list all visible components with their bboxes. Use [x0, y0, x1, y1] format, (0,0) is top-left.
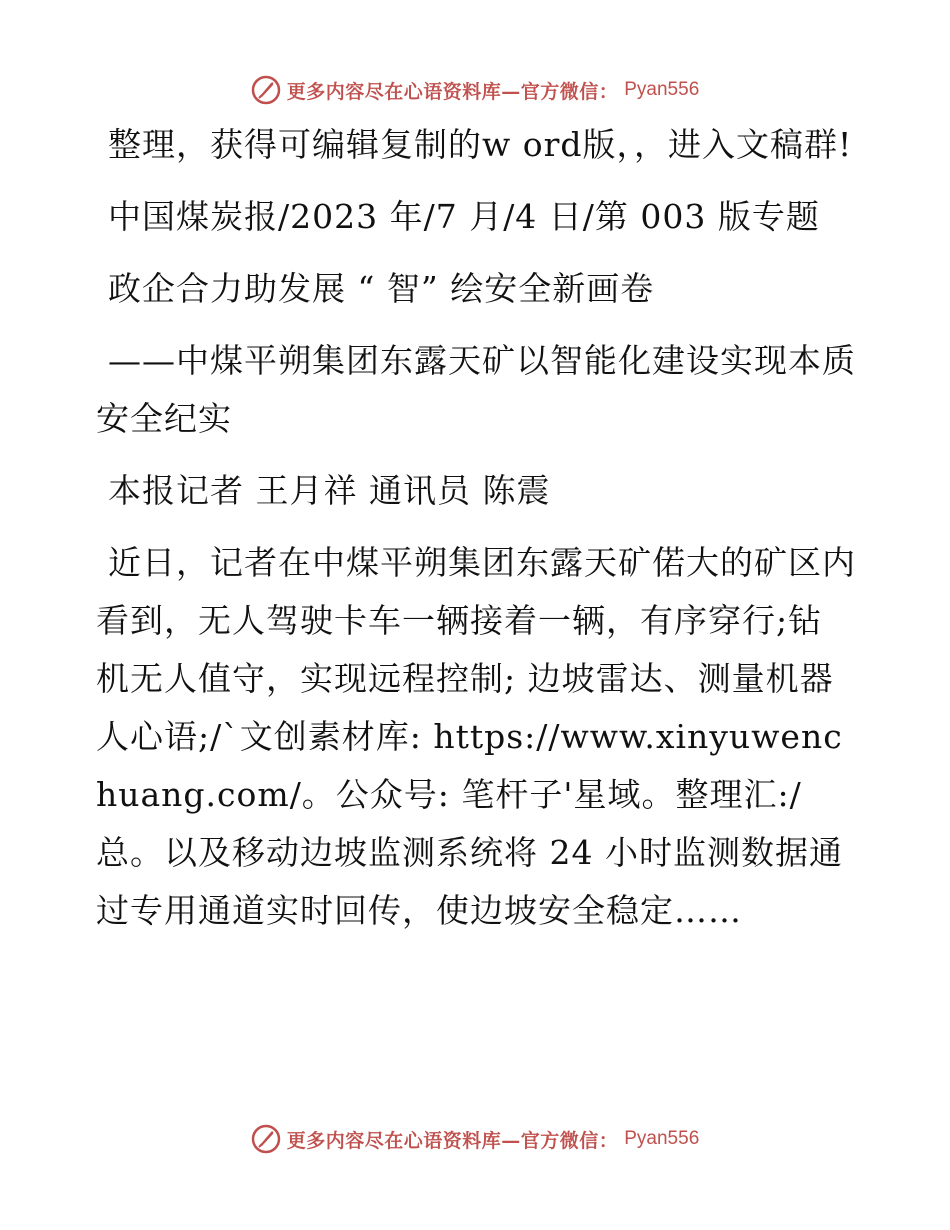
article-subtitle: ——中煤平朔集团东露天矿以智能化建设实现本质安全纪实: [96, 341, 856, 438]
article-body-paragraph: 近日，记者在中煤平朔集团东露天矿偌大的矿区内看到，无人驾驶卡车一辆接着一辆，有序穿行;钻机无人值守，实现远程控制; 边坡雷达、测量机器人心语;/`文创素材库: https://www.xinyuwenchuang.com/。公众号: 笔杆子'星域。整理汇:/总。以及移动边坡监测系统将 24 小时监测数据通过专用通道实时回传，使边坡安全稳定……: [96, 543, 856, 930]
paragraph-intro-note: 整理，获得可编辑复制的w ord版，，进入文稿群!: [108, 125, 853, 164]
footer-watermark-banner: [0, 1121, 950, 1157]
document-body: [96, 116, 856, 940]
article-title: 政企合力助发展 “ 智” 绘安全新画卷: [108, 269, 655, 308]
article-byline: 本报记者 王月祥 通讯员 陈震: [108, 471, 551, 510]
feather-pen-logo-icon: [251, 75, 281, 105]
header-watermark-text: 更多内容尽在心语资料库—官方微信：: [286, 80, 619, 103]
header-watermark-banner: [0, 72, 950, 108]
footer-watermark-text: 更多内容尽在心语资料库—官方微信：: [286, 1129, 619, 1152]
footer-watermark-contact: Pyan556: [624, 1128, 700, 1149]
feather-pen-logo-icon: [251, 1124, 281, 1154]
paragraph-source-line: 中国煤炭报/2023 年/7 月/4 日/第 003 版专题: [108, 197, 820, 236]
header-watermark-contact: Pyan556: [624, 79, 700, 100]
